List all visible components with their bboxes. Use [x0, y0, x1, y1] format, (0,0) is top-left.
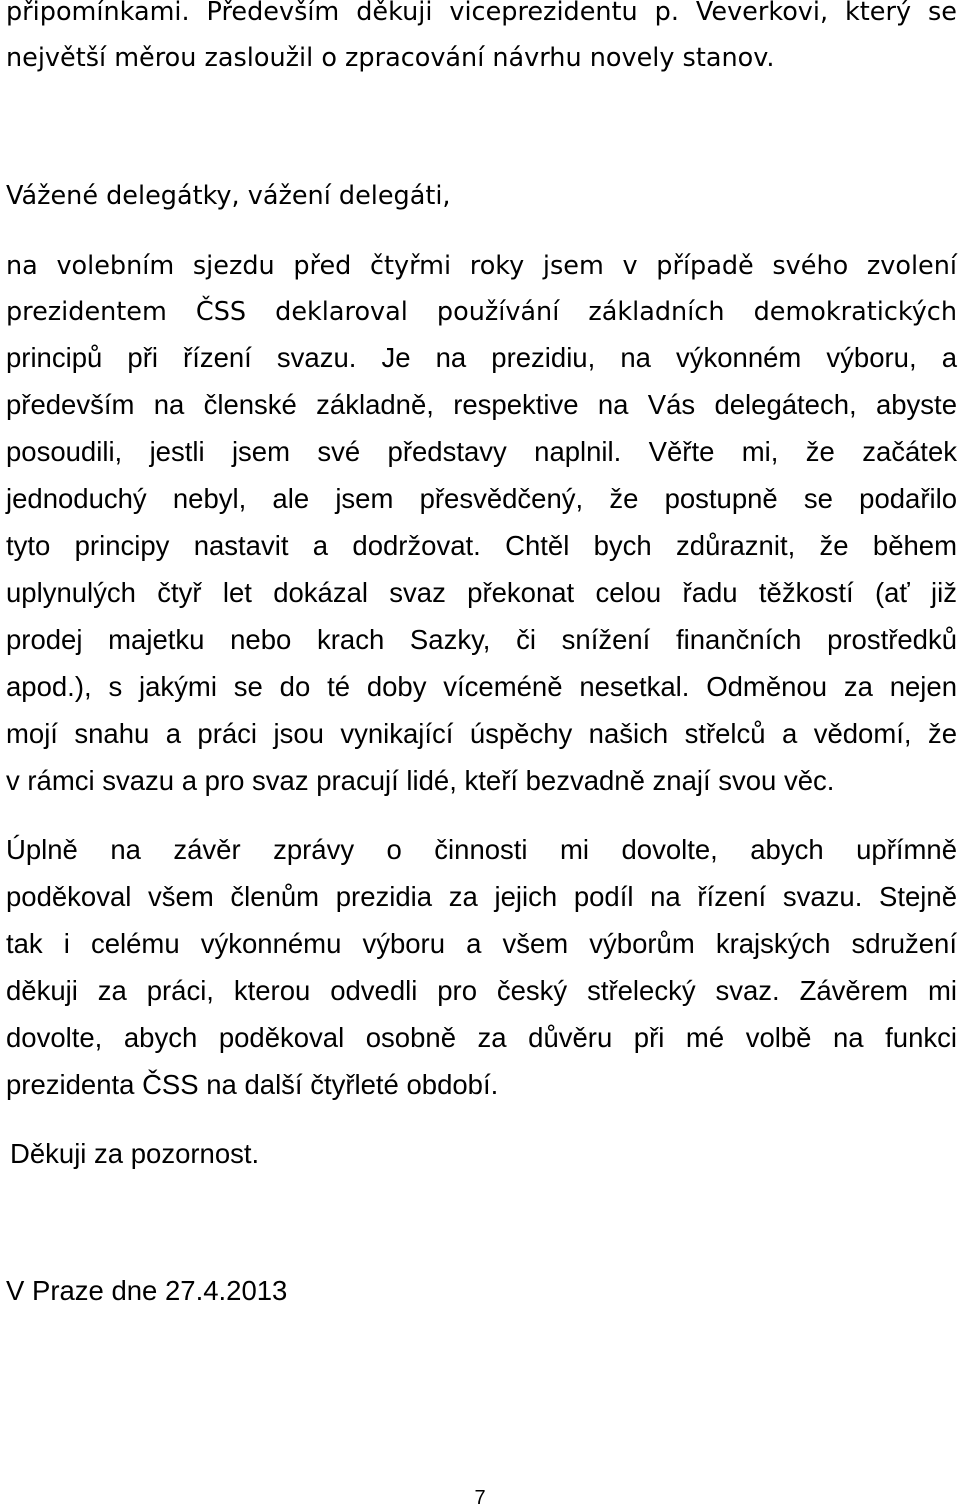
paragraph-line: mojí snahu a práci jsou vynikající úspěchy našich střelců a vědomí, že	[6, 718, 957, 749]
paragraph-line: prodej majetku nebo krach Sazky, či snížení finančních prostředků	[6, 624, 957, 655]
paragraph-line: na volebním sjezdu před čtyřmi roky jsem v případě svého zvolení	[6, 251, 957, 281]
salutation: Vážené delegátky, vážení delegáti,	[6, 181, 451, 211]
place-date: V Praze dne 27.4.2013	[6, 1275, 288, 1306]
paragraph-line: prezidenta ČSS na další čtyřleté období.	[6, 1069, 499, 1100]
paragraph-line: děkuji za práci, kterou odvedli pro český střelecký svaz. Závěrem mi	[6, 975, 957, 1006]
paragraph-line: principů při řízení svazu. Je na prezidiu, na výkonném výboru, a	[6, 342, 957, 373]
paragraph-line: největší měrou zasloužil o zpracování návrhu novely stanov.	[6, 43, 775, 73]
paragraph-line: poděkoval všem členům prezidia za jejich podíl na řízení svazu. Stejně	[6, 881, 957, 912]
paragraph-line: prezidentem ČSS deklaroval používání základních demokratických	[6, 297, 957, 327]
paragraph-line: posoudili, jestli jsem své představy naplnil. Věřte mi, že začátek	[6, 436, 957, 467]
closing: Děkuji za pozornost.	[10, 1138, 260, 1169]
paragraph-line: Úplně na závěr zprávy o činnosti mi dovolte, abych upřímně	[6, 834, 957, 865]
paragraph-line: především na členské základně, respektive na Vás delegátech, abyste	[6, 389, 957, 420]
paragraph-line: jednoduchý nebyl, ale jsem přesvědčený, že postupně se podařilo	[6, 483, 957, 514]
page-number: 7	[474, 1487, 486, 1509]
paragraph-line: tyto principy nastavit a dodržovat. Chtěl bych zdůraznit, že během	[6, 530, 957, 561]
paragraph-line: v rámci svazu a pro svaz pracují lidé, kteří bezvadně znají svou věc.	[6, 765, 835, 796]
paragraph-line: dovolte, abych poděkoval osobně za důvěru při mé volbě na funkci	[6, 1022, 957, 1053]
paragraph-line: uplynulých čtyř let dokázal svaz překonat celou řadu těžkostí (ať již	[6, 577, 957, 608]
paragraph-line: apod.), s jakými se do té doby víceméně nesetkal. Odměnou za nejen	[6, 671, 957, 702]
paragraph-line: tak i celému výkonnému výboru a všem výborům krajských sdružení	[6, 928, 957, 959]
paragraph-line: připomínkami. Především děkuji viceprezidentu p. Veverkovi, který se	[6, 0, 957, 27]
